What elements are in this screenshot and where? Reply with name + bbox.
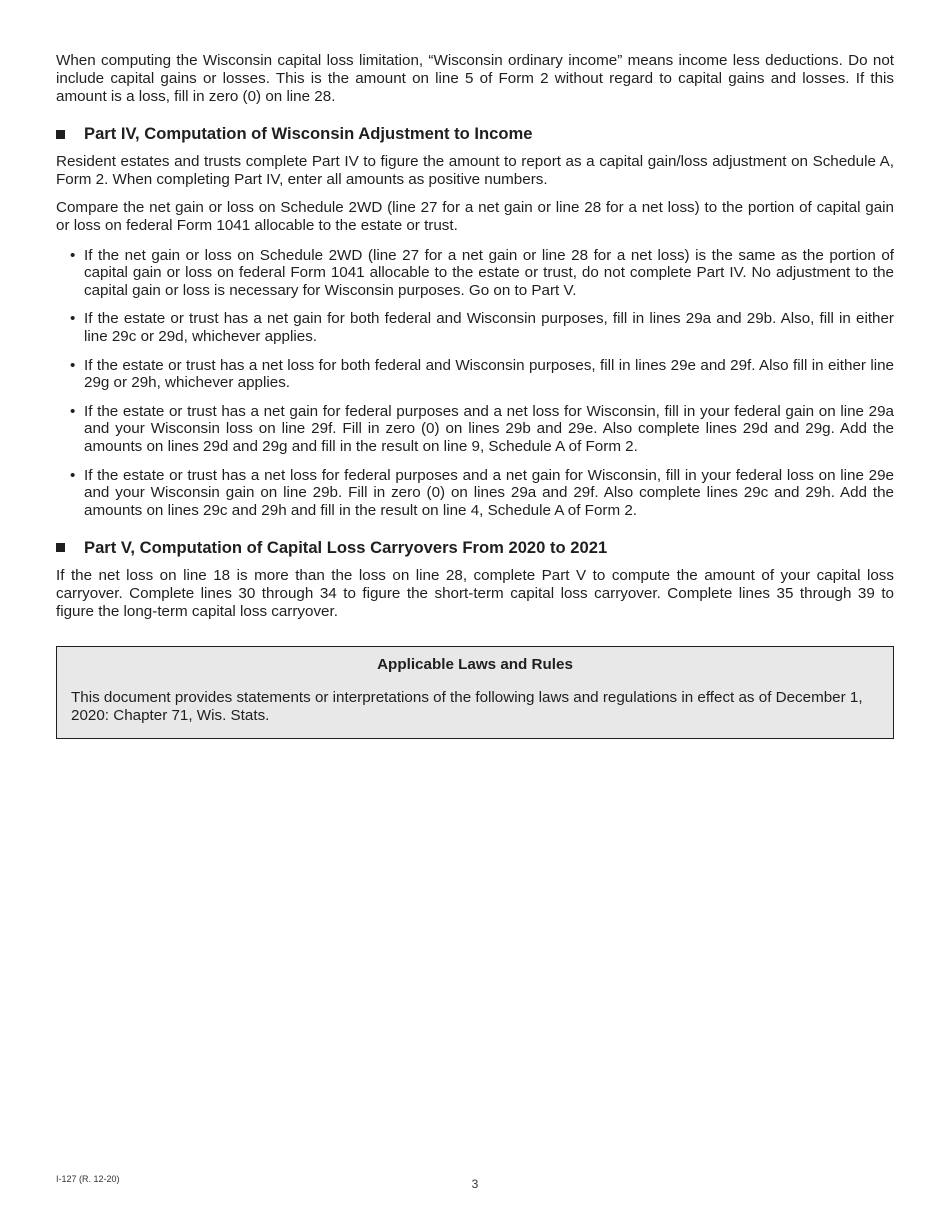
part-iv-heading-text: Part IV, Computation of Wisconsin Adjustment to Income [84,124,533,144]
list-item [56,403,894,456]
list-item [56,467,894,520]
square-bullet-icon [56,543,65,552]
part-v-heading [56,538,894,558]
applicable-laws-box [56,646,894,739]
part-v-heading-text: Part V, Computation of Capital Loss Carryovers From 2020 to 2021 [84,537,608,557]
part-iv-paragraph-1: Resident estates and trusts complete Part IV to figure the amount to report as a capital gain/loss adjustment on Schedule A, Form 2. When completing Part IV, enter all amounts as positive numbers. [56,153,894,189]
part-iv-paragraph-2: Compare the net gain or loss on Schedule 2WD (line 27 for a net gain or line 28 for a net loss) to the portion of capital gain or loss on federal Form 1041 allocable to the estate or trust. [56,198,894,234]
list-item [56,357,894,393]
list-item [56,247,894,300]
applicable-laws-text: This document provides statements or interpretations of the following laws and regulations in effect as of December 1, 2020: Chapter 71, Wis. Stats. [71,689,863,725]
bullet-dot-icon: • [70,466,76,484]
bullet-dot-icon: • [70,356,76,374]
list-item-text: If the net gain or loss on Schedule 2WD (line 27 for a net gain or line 28 for a net loss) is the same as the portion of capital gain or loss on federal Form 1041 allocable to the estate or trust, do not complete Part IV. No adjustment to the capital gain or loss is necessary for Wisconsin purposes. Go on to Part V. [84,246,894,300]
list-item-text: If the estate or trust has a net loss for federal purposes and a net gain for Wisconsin, fill in your federal loss on line 29e and your Wisconsin gain on line 29b. Fill in zero (0) on lines 29a and 29f. Also complete lines 29c and 29h. Add the amounts on lines 29c and 29h and fill in the result on line 4, Schedule A of Form 2. [84,466,894,520]
intro-paragraph: When computing the Wisconsin capital loss limitation, “Wisconsin ordinary income” means income less deductions. Do not include capital gains or losses. This is the amount on line 5 of Form 2 without regard to capital gains and losses. If this amount is a loss, fill in zero (0) on line 28. [56,52,894,105]
part-iv-bullet-list [56,247,894,520]
document-page [56,52,894,739]
list-item-text: If the estate or trust has a net gain for federal purposes and a net loss for Wisconsin, fill in your federal gain on line 29a and your Wisconsin loss on line 29f. Fill in zero (0) on lines 29b and 29e. Also complete lines 29d and 29g. Add the amounts on lines 29d and 29g and fill in the result on line 9, Schedule A of Form 2. [84,402,894,456]
bullet-dot-icon: • [70,246,76,264]
bullet-dot-icon: • [70,310,76,328]
page-number: 3 [471,1177,479,1191]
part-iv-heading [56,124,894,144]
list-item-text: If the estate or trust has a net gain for both federal and Wisconsin purposes, fill in lines 29a and 29b. Also, fill in either line 29c or 29d, whichever applies. [84,310,894,346]
bullet-dot-icon: • [70,402,76,420]
square-bullet-icon [56,130,65,139]
list-item [56,310,894,346]
form-id-footer: I-127 (R. 12-20) [56,1174,120,1184]
applicable-laws-title: Applicable Laws and Rules [377,656,573,674]
part-v-paragraph: If the net loss on line 18 is more than the loss on line 28, complete Part V to compute the amount of your capital loss carryover. Complete lines 30 through 34 to figure the short-term capital loss carryover. Complete lines 35 through 39 to figure the long-term capital loss carryover. [56,566,894,620]
list-item-text: If the estate or trust has a net loss for both federal and Wisconsin purposes, fill in lines 29e and 29f. Also fill in either line 29g or 29h, whichever applies. [84,356,894,392]
